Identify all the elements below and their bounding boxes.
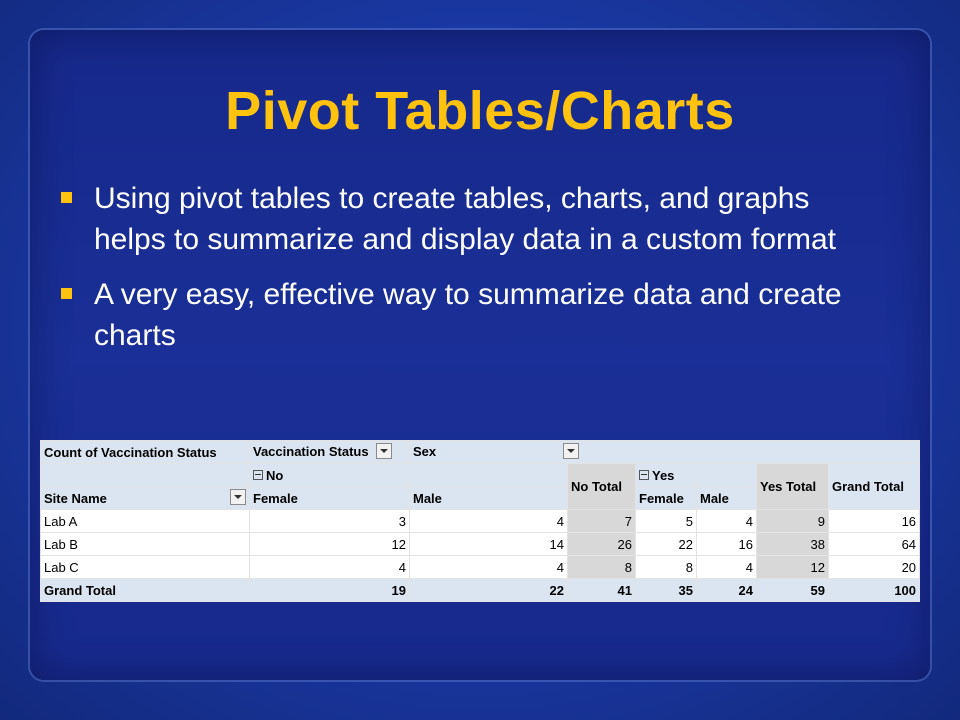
yes-total-cell: 12: [757, 556, 829, 579]
grand-total-header: Grand Total: [829, 464, 920, 510]
site-name-label: Site Name: [44, 490, 107, 506]
value-cell: 4: [697, 510, 757, 533]
grand-total-label: Grand Total: [41, 579, 250, 602]
value-cell: 16: [697, 533, 757, 556]
value-cell: 4: [250, 556, 410, 579]
pivot-table-screenshot: [40, 440, 919, 602]
sex-label: Sex: [413, 443, 437, 459]
yes-total-header: Yes Total: [757, 464, 829, 510]
square-bullet-icon: [61, 192, 72, 203]
male-yes-header: Male: [697, 487, 757, 510]
bullet-text: Using pivot tables to create tables, charts, and graphs helps to summarize and display data in a custom format: [94, 182, 837, 256]
no-group-header[interactable]: [250, 464, 410, 487]
value-cell: 5: [636, 510, 697, 533]
no-group-label: No: [266, 467, 284, 483]
empty-cell: [410, 464, 568, 487]
male-no-header: Male: [410, 487, 568, 510]
yes-group-header[interactable]: [636, 464, 697, 487]
vaccination-status-label: Vaccination Status: [253, 443, 369, 459]
filter-dropdown-icon[interactable]: [230, 489, 246, 505]
pivot-header-row-1: [41, 441, 920, 464]
vaccination-status-field[interactable]: [250, 441, 410, 464]
collapse-icon[interactable]: [639, 470, 649, 480]
pivot-header-row-2: [41, 464, 920, 487]
grand-total-cell: 16: [829, 510, 920, 533]
value-cell: 22: [410, 579, 568, 602]
pivot-table: [40, 440, 920, 602]
yes-total-cell: 59: [757, 579, 829, 602]
no-total-header: No Total: [568, 464, 636, 510]
female-yes-header: Female: [636, 487, 697, 510]
slide-title: Pivot Tables/Charts: [225, 81, 735, 141]
yes-total-cell: 38: [757, 533, 829, 556]
table-row: [41, 533, 920, 556]
site-cell: Lab A: [41, 510, 250, 533]
bullet-item: [58, 178, 868, 260]
empty-cell: [41, 464, 250, 487]
value-cell: 14: [410, 533, 568, 556]
value-cell: 35: [636, 579, 697, 602]
yes-group-label: Yes: [652, 467, 675, 483]
female-no-header: Female: [250, 487, 410, 510]
sex-field[interactable]: [410, 441, 920, 464]
grand-total-cell: 64: [829, 533, 920, 556]
value-cell: 22: [636, 533, 697, 556]
grand-total-cell: 100: [829, 579, 920, 602]
no-total-cell: 26: [568, 533, 636, 556]
collapse-icon[interactable]: [253, 470, 263, 480]
no-total-cell: 41: [568, 579, 636, 602]
filter-dropdown-icon[interactable]: [563, 443, 579, 459]
grand-total-cell: 20: [829, 556, 920, 579]
bullet-item: [58, 274, 868, 356]
site-cell: Lab B: [41, 533, 250, 556]
yes-total-cell: 9: [757, 510, 829, 533]
table-row: [41, 556, 920, 579]
bullet-text: A very easy, effective way to summarize data and create charts: [94, 278, 842, 352]
table-row: [41, 510, 920, 533]
square-bullet-icon: [61, 288, 72, 299]
value-cell: 4: [410, 510, 568, 533]
count-field-label: Count of Vaccination Status: [41, 441, 250, 464]
value-cell: 4: [410, 556, 568, 579]
filter-dropdown-icon[interactable]: [376, 443, 392, 459]
bullet-list: [58, 178, 868, 370]
value-cell: 24: [697, 579, 757, 602]
site-name-field[interactable]: [41, 487, 250, 510]
value-cell: 12: [250, 533, 410, 556]
no-total-cell: 7: [568, 510, 636, 533]
site-cell: Lab C: [41, 556, 250, 579]
value-cell: 8: [636, 556, 697, 579]
value-cell: 19: [250, 579, 410, 602]
no-total-cell: 8: [568, 556, 636, 579]
grand-total-row: [41, 579, 920, 602]
value-cell: 3: [250, 510, 410, 533]
empty-cell: [697, 464, 757, 487]
value-cell: 4: [697, 556, 757, 579]
